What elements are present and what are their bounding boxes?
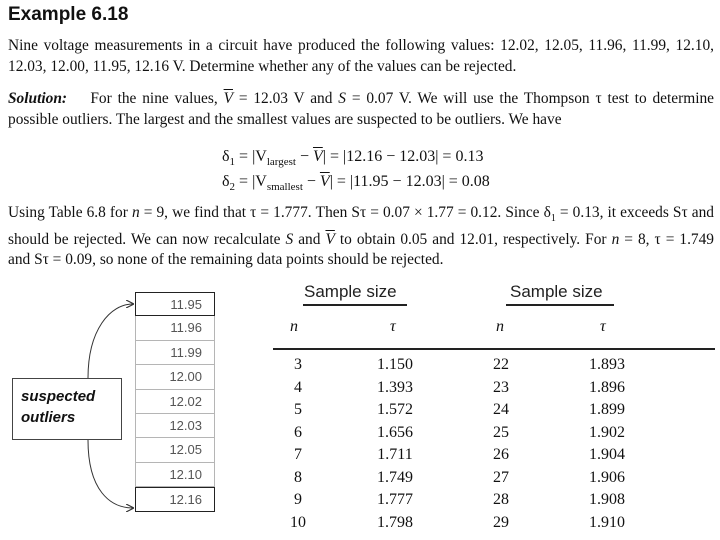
solution-text-1: For the nine values, — [90, 90, 218, 107]
table-rule — [273, 348, 715, 350]
example-heading: Example 6.18 — [8, 4, 129, 25]
value-cell: 12.00 — [135, 365, 215, 389]
arrow-to-smallest — [88, 304, 133, 378]
v-bar-symbol: $\overline{V}$ — [223, 90, 233, 107]
column-n-left: 3 4 5 6 7 8 9 10 — [290, 356, 306, 531]
equation-delta-2: $\delta_2 = |V_{smallest} - \overline{V}| = |11.95 - 12.03| = 0.08$ — [222, 173, 490, 194]
col-head-n-right: n — [496, 318, 504, 335]
column-tau-right: 1.893 1.896 1.899 1.902 1.904 1.906 1.908 1.910 — [589, 356, 625, 531]
table-header-left: Sample size — [304, 282, 397, 301]
value-cell: 11.96 — [135, 316, 215, 340]
value-cell: 12.02 — [135, 390, 215, 414]
col-head-tau-right: τ — [600, 318, 606, 335]
value-cell: 12.05 — [135, 438, 215, 462]
col-head-tau-left: τ — [390, 318, 396, 335]
column-tau-left: 1.150 1.393 1.572 1.656 1.711 1.749 1.777 1.798 — [377, 356, 413, 531]
value-cell: 11.99 — [135, 341, 215, 365]
value-cell-largest: 12.16 — [135, 487, 215, 511]
col-head-n-left: n — [290, 318, 298, 335]
table-header-right: Sample size — [510, 282, 603, 301]
value-cell: 12.03 — [135, 414, 215, 438]
solution-label: Solution: — [8, 90, 68, 107]
solution-text-2: = 12.03 V and — [238, 90, 333, 107]
value-cell-smallest: 11.95 — [135, 292, 215, 316]
solution-text-3: = 0.07 V. We will use the Thompson τ test to determine possible outliers. The largest and the smallest values are suspected to be outliers. We have — [8, 90, 715, 128]
arrow-to-largest — [88, 440, 133, 508]
header-rule-left — [303, 304, 407, 306]
value-cell: 12.10 — [135, 463, 215, 487]
suspected-outliers-label: suspected outliers — [12, 378, 122, 440]
header-rule-right — [506, 304, 614, 306]
problem-statement: Nine voltage measurements in a circuit have produced the following values: 12.02, 12.05, 11.96, 11.99, 12.10, 12.03, 12.00, 11.95, 12.16 V. Determine whether any of the values can be rejected. — [8, 37, 714, 75]
s-symbol: S — [338, 90, 346, 107]
column-n-right: 22 23 24 25 26 27 28 29 — [493, 356, 509, 531]
conclusion-paragraph: Using Table 6.8 for n = 9, we find that τ = 1.777. Then Sτ = 0.07 × 1.77 = 0.12. Since $\delta_1 = 0.13$, it exceeds Sτ and should be rejected. We can now recalculate S and $\overline{V}$ to obtain 0.05 and 12.01, respectively. For n = 8, τ = 1.749 and Sτ = 0.09, so none of the remaining data points should be rejected. — [8, 204, 715, 269]
equation-delta-1: $\delta_1 = |V_{largest} - \overline{V}| = |12.16 - 12.03| = 0.13$ — [222, 148, 484, 169]
